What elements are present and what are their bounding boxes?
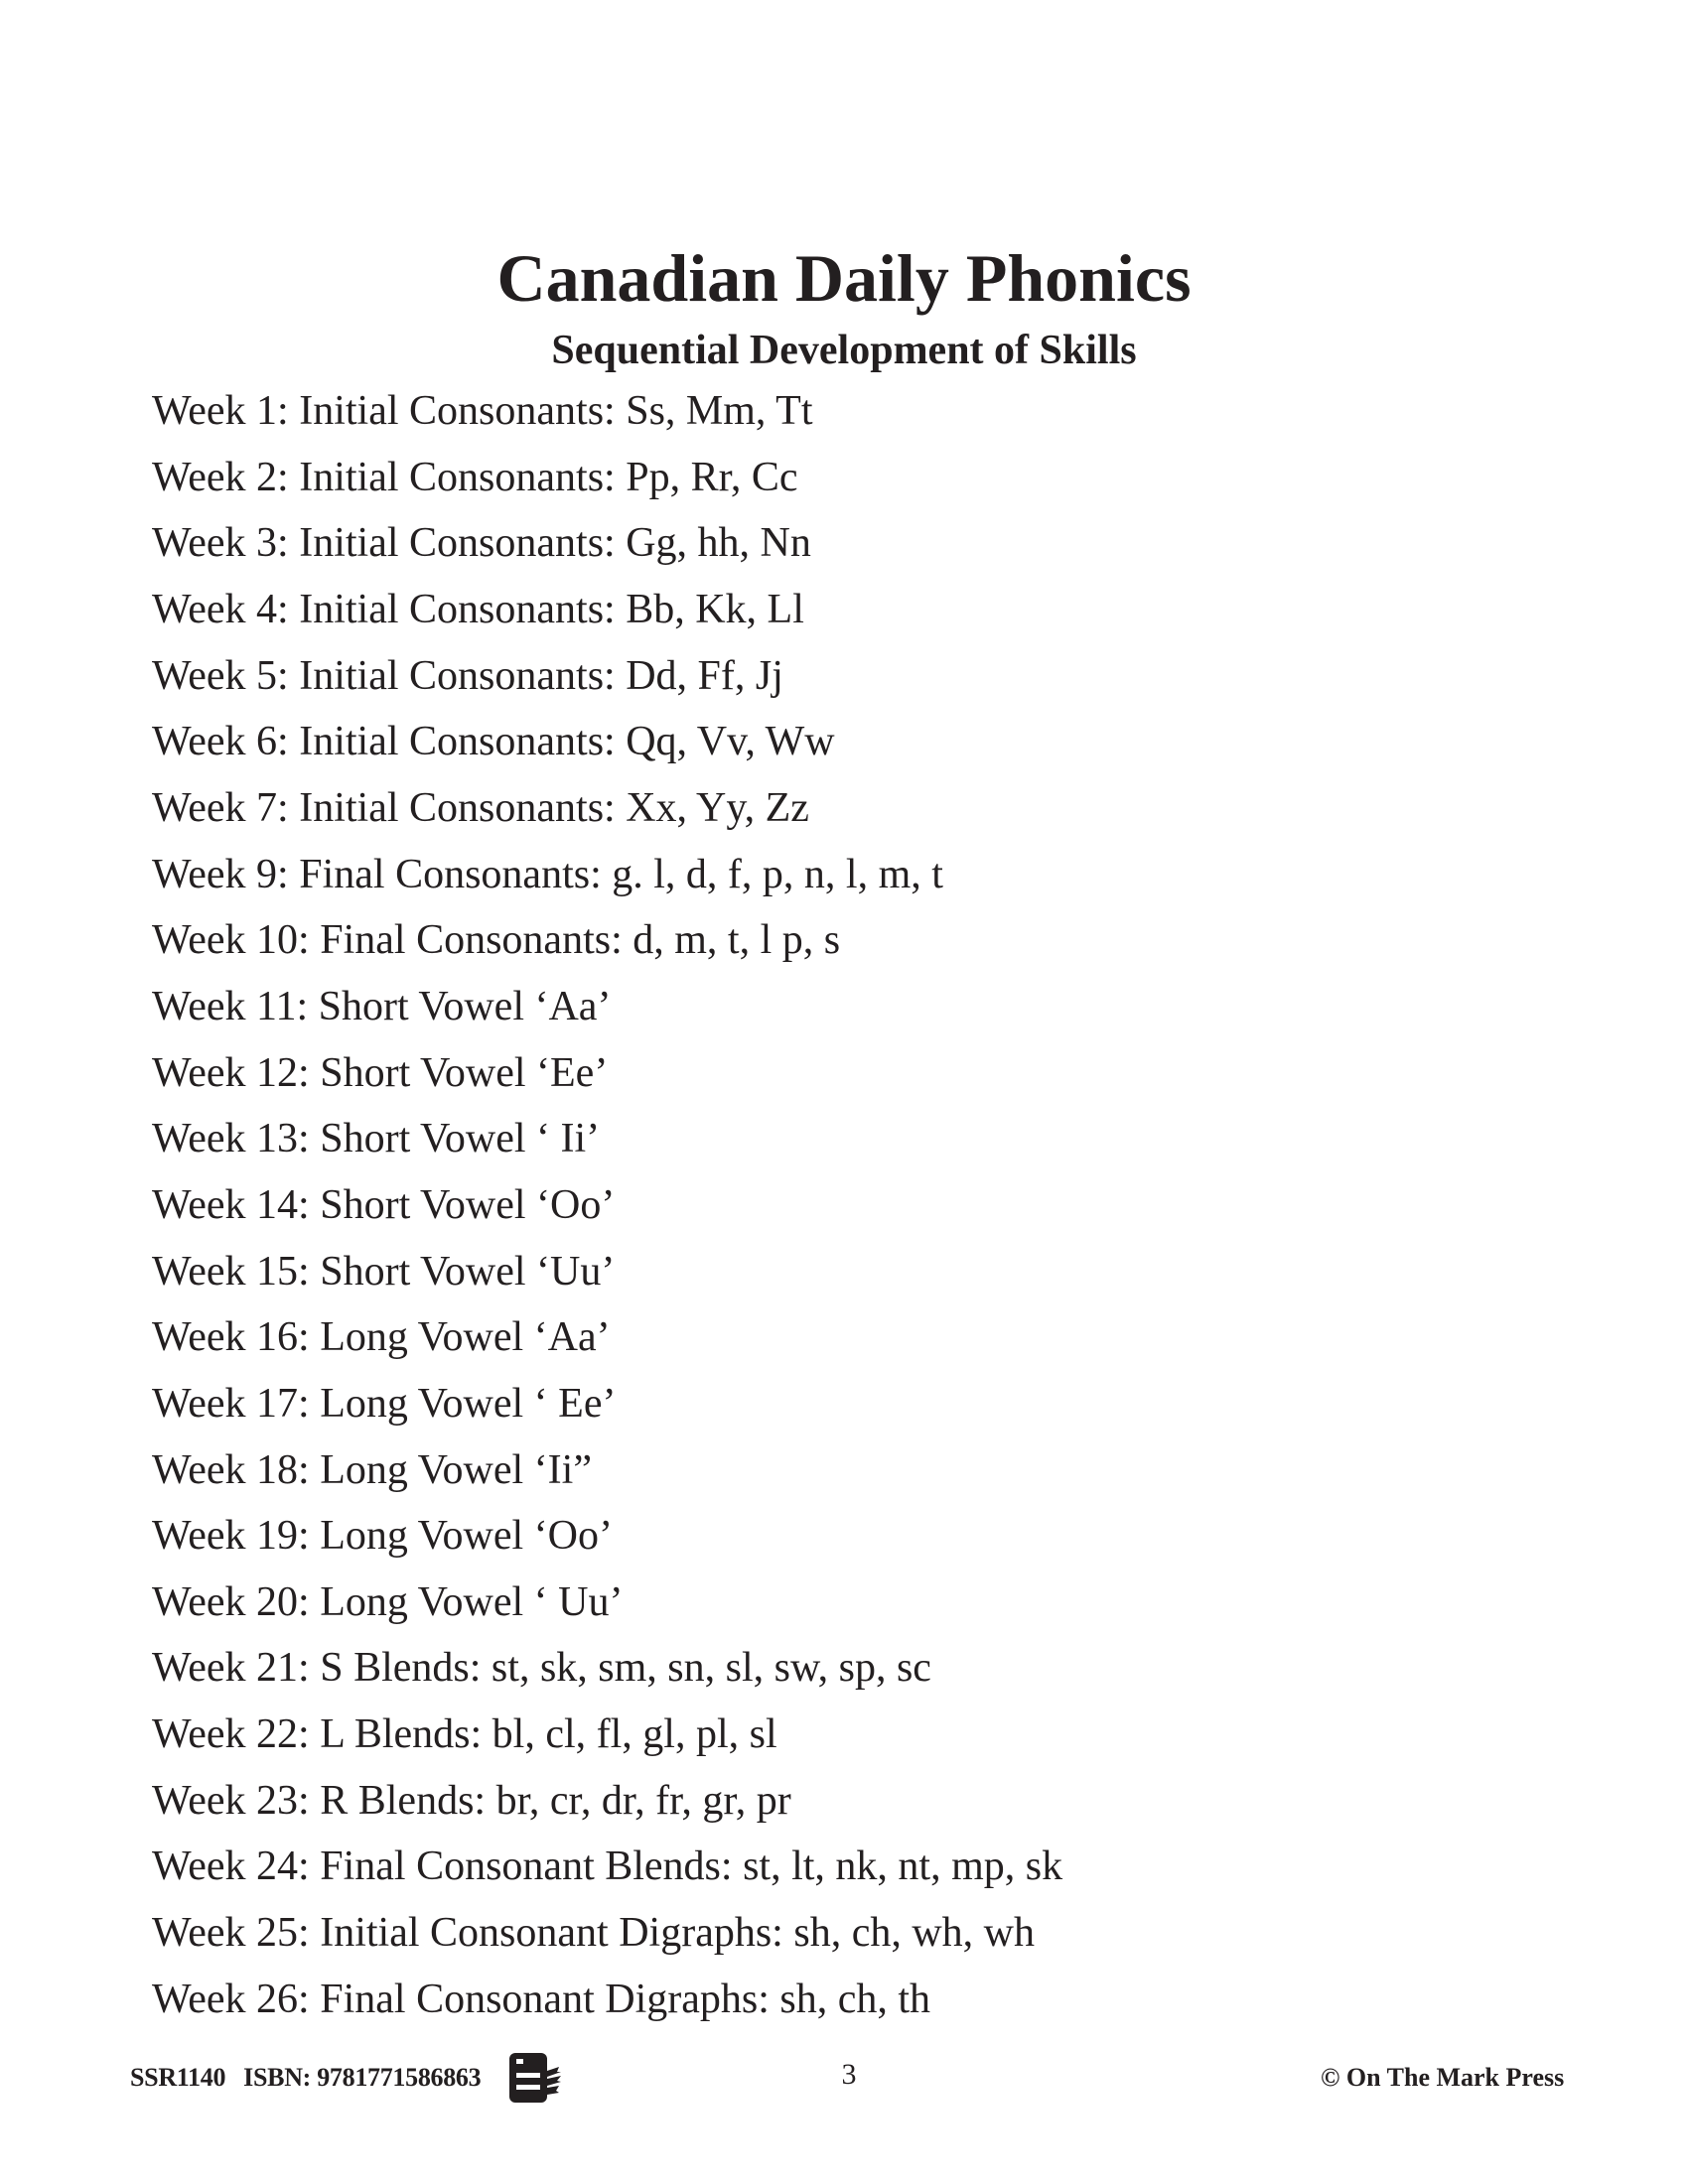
- list-item: Week 22: L Blends: bl, cl, fl, gl, pl, sl: [152, 1711, 777, 1758]
- list-item: Week 12: Short Vowel ‘Ee’: [152, 1049, 609, 1096]
- list-item: Week 14: Short Vowel ‘Oo’: [152, 1181, 616, 1228]
- list-item: Week 26: Final Consonant Digraphs: sh, ch, th: [152, 1976, 931, 2022]
- list-item: Week 10: Final Consonants: d, m, t, l p, s: [152, 917, 841, 964]
- list-item: Week 24: Final Consonant Blends: st, lt, nk, nt, mp, sk: [152, 1843, 1063, 1890]
- list-item: Week 7: Initial Consonants: Xx, Yy, Zz: [152, 784, 809, 831]
- product-code: SSR1140: [130, 2063, 226, 2092]
- list-item: Week 20: Long Vowel ‘ Uu’: [152, 1578, 624, 1625]
- list-item: Week 23: R Blends: br, cr, dr, fr, gr, pr: [152, 1777, 791, 1824]
- list-item: Week 25: Initial Consonant Digraphs: sh, ch, wh, wh: [152, 1910, 1035, 1957]
- list-item: Week 3: Initial Consonants: Gg, hh, Nn: [152, 520, 811, 567]
- list-item: Week 6: Initial Consonants: Qq, Vv, Ww: [152, 719, 835, 765]
- list-item: Week 11: Short Vowel ‘Aa’: [152, 983, 612, 1029]
- list-item: Week 15: Short Vowel ‘Uu’: [152, 1248, 616, 1295]
- list-item: Week 19: Long Vowel ‘Oo’: [152, 1513, 613, 1560]
- page-title: Canadian Daily Phonics: [496, 239, 1192, 316]
- page-number: 3: [841, 2058, 857, 2091]
- list-item: Week 9: Final Consonants: g. l, d, f, p, n, l, m, t: [152, 851, 943, 897]
- list-item: Week 5: Initial Consonants: Dd, Ff, Jj: [152, 652, 783, 699]
- page-subtitle: Sequential Development of Skills: [551, 327, 1137, 373]
- isbn: ISBN: 9781771586863: [243, 2063, 482, 2092]
- skills-list: [152, 390, 1062, 2044]
- list-item: Week 17: Long Vowel ‘ Ee’: [152, 1380, 617, 1427]
- list-item: Week 13: Short Vowel ‘ Ii’: [152, 1116, 601, 1162]
- list-item: Week 21: S Blends: st, sk, sm, sn, sl, sw, sp, sc: [152, 1645, 931, 1692]
- list-item: Week 1: Initial Consonants: Ss, Mm, Tt: [152, 388, 813, 434]
- copyright: © On The Mark Press: [1321, 2063, 1565, 2092]
- list-item: Week 2: Initial Consonants: Pp, Rr, Cc: [152, 454, 798, 500]
- list-item: Week 16: Long Vowel ‘Aa’: [152, 1314, 611, 1361]
- list-item: Week 18: Long Vowel ‘Ii”: [152, 1446, 592, 1493]
- list-item: Week 4: Initial Consonants: Bb, Kk, Ll: [152, 586, 804, 632]
